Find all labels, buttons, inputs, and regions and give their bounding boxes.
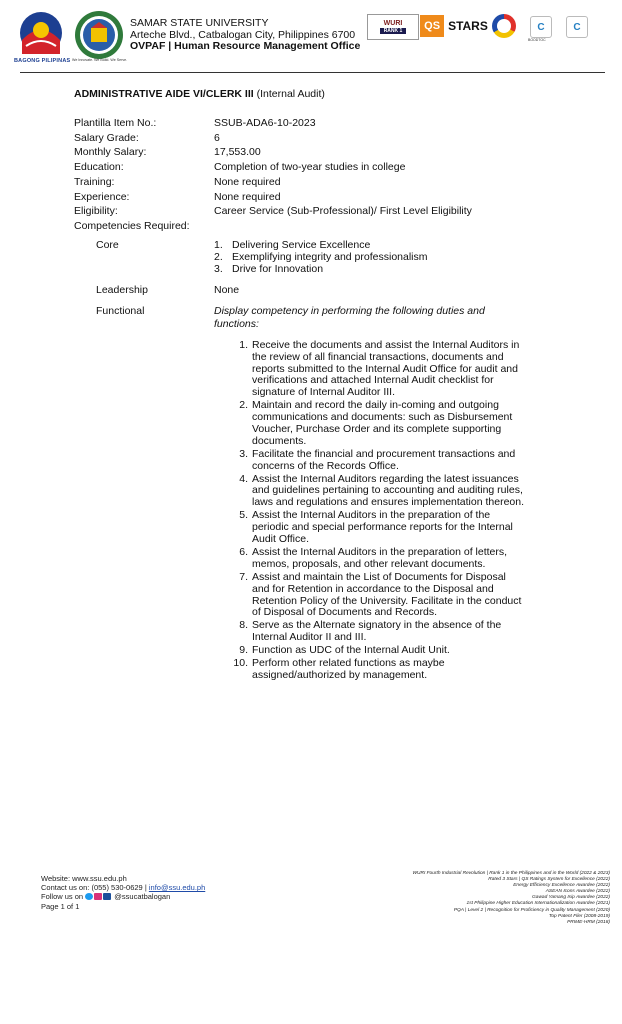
list-text: Exemplifying integrity and professionalism: [232, 251, 428, 263]
detail-value: SSUB-ADA6-10-2023: [214, 117, 316, 129]
list-number: 1.: [239, 339, 248, 351]
list-item: [234, 547, 524, 571]
award-item: 1st Philippine Higher Education Internationalization Awardee (2021): [466, 901, 610, 907]
list-text: Drive for Innovation: [232, 263, 324, 275]
award-item: Energy Efficiency Excellence Awardee (2022): [513, 883, 610, 889]
list-item: [234, 400, 524, 447]
list-number: 1.: [214, 239, 223, 251]
list-number: 6.: [239, 546, 248, 559]
qs-stars-badge: [421, 14, 487, 38]
list-text: Assist the Internal Auditors in the preparation of the periodic and special performance reports for the Internal Audit Office.: [252, 509, 513, 545]
boodtoc-badge: C: [530, 16, 552, 38]
award-item: Top Patent Filer (2008-2019): [548, 913, 610, 919]
award-seal-icon: [492, 14, 516, 38]
list-number: 9.: [239, 644, 248, 657]
detail-label: Education:: [74, 161, 124, 173]
contact-phone: Contact us on: (055) 530-0629 |: [41, 883, 149, 893]
detail-label: Eligibility:: [74, 205, 118, 217]
competencies-heading: Competencies Required:: [74, 220, 190, 232]
university-name: SAMAR STATE UNIVERSITY: [130, 17, 269, 29]
wuri-badge: [367, 14, 419, 40]
detail-value: Career Service (Sub-Professional)/ First Level Eligibility: [214, 205, 472, 217]
wuri-rank: RANK 1: [380, 28, 407, 34]
award-item: WURI Fourth Industrial Revolution | Rank 1 in the Philippines and in the World (2022 & 2023): [412, 871, 610, 876]
list-item: [234, 572, 524, 619]
list-text: Serve as the Alternate signatory in the absence of the Internal Auditor II and III.: [252, 619, 502, 644]
position-title-unit: (Internal Audit): [253, 88, 325, 100]
award-item: PRIME-HRM (2018): [567, 919, 610, 925]
stars-label: STARS: [448, 19, 488, 33]
core-competency-list: [214, 239, 428, 275]
award-item: Rated 3 Stars | QS Ratings System for Excellence (2022): [488, 877, 610, 883]
functional-label: Functional: [96, 305, 145, 317]
leadership-value: None: [214, 284, 240, 296]
list-item: [234, 620, 524, 644]
detail-value: Completion of two-year studies in college: [214, 161, 406, 173]
detail-label: Plantilla Item No.:: [74, 117, 157, 129]
detail-value: None required: [214, 191, 281, 203]
certification-badge: C: [566, 16, 588, 38]
list-item: [234, 658, 524, 682]
list-item: [234, 474, 524, 509]
email-link[interactable]: info@ssu.edu.ph: [148, 883, 206, 893]
ssu-seal-logo: [74, 10, 124, 60]
position-title: [74, 88, 325, 100]
list-text: Facilitate the financial and procurement transactions and concerns of the Records Office.: [252, 447, 516, 472]
qs-label: QS: [420, 15, 444, 37]
footer-contact: [41, 874, 205, 911]
ssu-tagline: We Innovate. We Build. We Serve.: [72, 58, 128, 62]
duties-list: [234, 340, 524, 683]
office-name: OVPAF | Human Resource Management Office: [130, 40, 361, 52]
bagong-pilipinas-logo: [18, 10, 64, 62]
list-number: 2.: [214, 251, 223, 263]
list-text: Perform other related functions as maybe assigned/authorized by management.: [252, 657, 445, 682]
list-number: 3.: [239, 447, 248, 460]
list-item: [214, 251, 428, 263]
awards-list: [350, 871, 610, 926]
leadership-label: Leadership: [96, 284, 148, 296]
facebook-icon[interactable]: [103, 893, 111, 900]
list-number: 5.: [239, 509, 248, 522]
award-item: Gawad Yamang Isip Awardee (2022): [532, 895, 610, 901]
detail-value: 6: [214, 132, 220, 144]
follow-label: Follow us on: [41, 892, 86, 902]
university-address: Arteche Blvd., Catbalogan City, Philippines 6700: [130, 29, 356, 41]
list-text: Assist the Internal Auditors regarding the latest issuances and guidelines pertaining to accounting and auditing rules, laws and regulations and ensures implementation thereon.: [252, 472, 525, 509]
list-text: Receive the documents and assist the Internal Auditors in the review of all financial transactions, documents and reports submitted to the Internal Audit Office for audit and verifications and attached Internal Audit checklist for signature of Internal Auditor III.: [252, 339, 520, 399]
detail-value: None required: [214, 176, 281, 188]
list-number: 4.: [239, 472, 248, 485]
detail-label: Experience:: [74, 191, 130, 203]
core-label: Core: [96, 239, 119, 251]
footer-website[interactable]: Website: www.ssu.edu.ph: [41, 874, 127, 883]
detail-label: Salary Grade:: [74, 132, 139, 144]
footer-contact-line: [41, 883, 205, 892]
award-item: PQA | Level 2 | Recognition for Proficiency in Quality Management (2020): [453, 907, 610, 913]
twitter-icon[interactable]: [85, 893, 93, 900]
wuri-label: WURI: [383, 20, 403, 27]
header-divider: [20, 72, 605, 73]
list-text: Function as UDC of the Internal Audit Unit.: [252, 644, 450, 657]
list-item: [234, 645, 524, 657]
list-number: 2.: [239, 399, 248, 412]
position-title-main: ADMINISTRATIVE AIDE VI/CLERK III: [74, 88, 254, 100]
list-number: 10.: [233, 657, 248, 670]
list-text: Maintain and record the daily in-coming and outgoing communications and documents: such as Disbursement Voucher, Purchase Order and its complete supporting documents.: [252, 399, 513, 447]
list-item: [214, 239, 428, 251]
list-text: Assist and maintain the List of Documents for Disposal and for Retention in accordance to the Disposal and Retention Policy of the University. Facilitate in the conduct of Disposal of Documents and Records.: [252, 570, 522, 619]
list-number: 3.: [214, 263, 223, 275]
boodtoc-label: BOODTOC: [528, 38, 546, 42]
list-number: 7.: [239, 570, 248, 583]
social-handle[interactable]: @ssucatbalogan: [114, 892, 171, 902]
detail-value: 17,553.00: [214, 146, 261, 158]
award-item: ASEAN Icons Awardee (2022): [545, 889, 610, 895]
list-text: Delivering Service Excellence: [232, 239, 371, 251]
list-item: [214, 263, 428, 275]
detail-label: Training:: [74, 176, 115, 188]
list-number: 8.: [239, 619, 248, 632]
page-number: Page 1 of 1: [41, 901, 80, 911]
detail-label: Monthly Salary:: [74, 146, 147, 158]
bagong-pilipinas-text: BAGONG PILIPINAS: [14, 58, 71, 64]
list-text: Assist the Internal Auditors in the preparation of letters, memos, proposals, and other relevant documents.: [252, 546, 508, 570]
instagram-icon[interactable]: [94, 893, 102, 900]
list-item: [234, 510, 524, 545]
list-item: [234, 449, 524, 473]
footer-follow-line: [41, 892, 205, 901]
list-item: [234, 340, 524, 399]
functional-intro: Display competency in performing the following duties and functions:: [214, 305, 485, 330]
